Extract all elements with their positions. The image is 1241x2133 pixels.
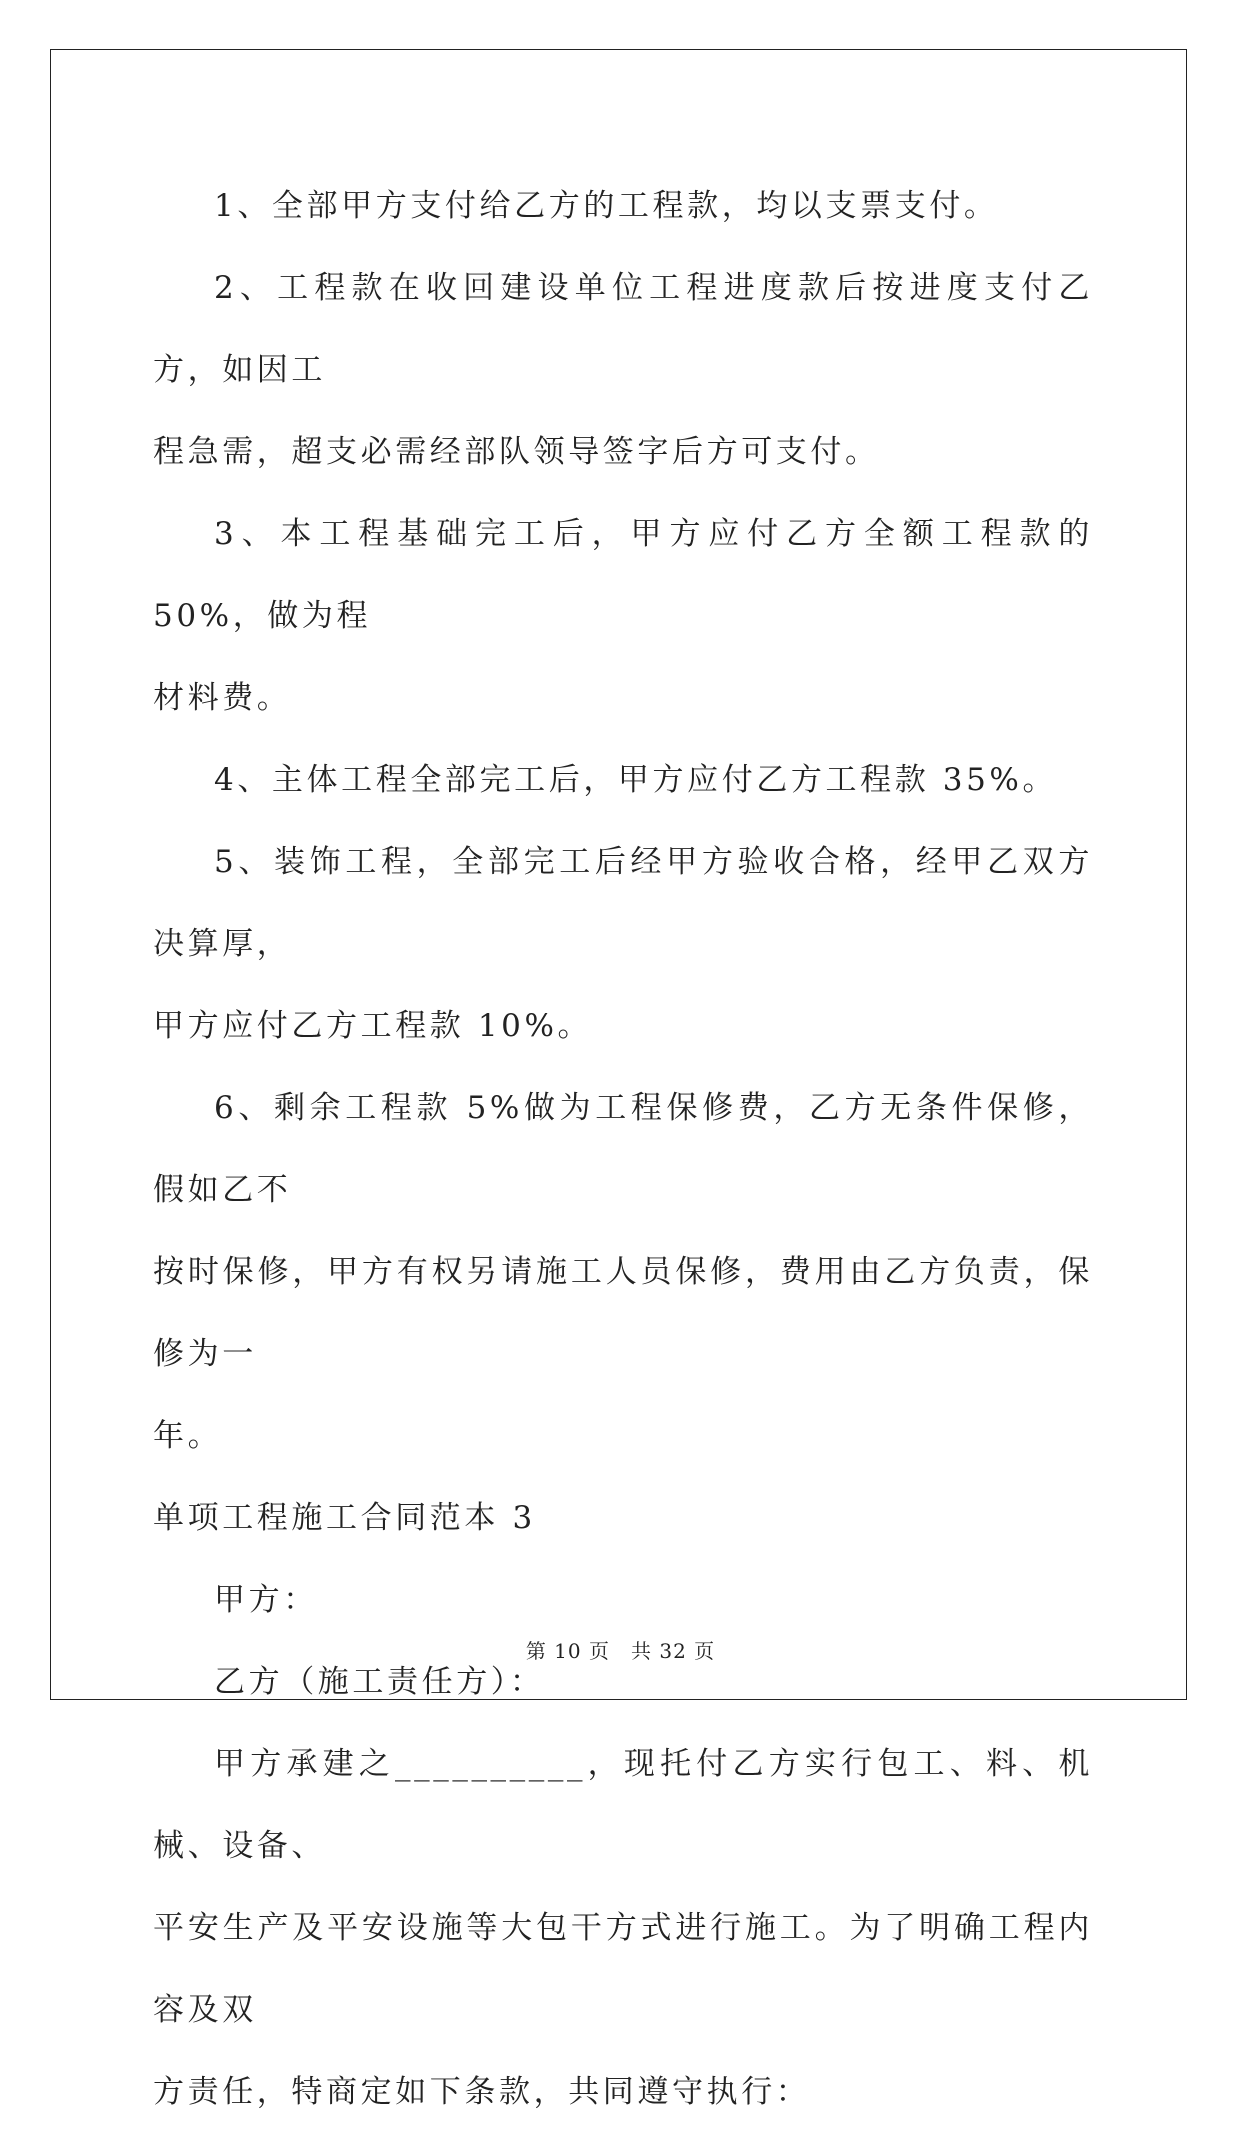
clause-2-line-2: 程急需，超支必需经部队领导签字后方可支付。: [153, 434, 880, 470]
clause-5-line-1: 5、装饰工程，全部完工后经甲方验收合格，经甲乙双方决算厚，: [153, 844, 1093, 962]
clause-6-line-1: 6、剩余工程款 5%做为工程保修费，乙方无条件保修，假如乙不: [153, 1090, 1093, 1208]
clause-1: [153, 165, 1093, 247]
clause-3-line-1: 3、本工程基础完工后，甲方应付乙方全额工程款的 50%，做为程: [153, 516, 1093, 634]
intro-paragraph: [153, 1723, 1093, 2133]
clause-2-line-1: 2、工程款在收回建设单位工程进度款后按进度支付乙方，如因工: [153, 270, 1093, 388]
party-a-text: 甲方：: [214, 1582, 318, 1618]
clause-6-line-2: 按时保修，甲方有权另请施工人员保修，费用由乙方负责，保修为一: [153, 1254, 1093, 1372]
clause-4-line-1: 4、主体工程全部完工后，甲方应付乙方工程款 35%。: [214, 762, 1058, 798]
section-heading: 单项工程施工合同范本 3: [153, 1500, 536, 1536]
clause-3-line-2: 材料费。: [153, 680, 292, 716]
clause-5-line-2: 甲方应付乙方工程款 10%。: [153, 1008, 593, 1044]
party-b-text: 乙方（施工责任方）：: [214, 1664, 545, 1700]
page-number: 第 10 页 共 32 页: [525, 1639, 716, 1663]
clause-6-line-3: 年。: [153, 1418, 223, 1454]
intro-line-1: 甲方承建之__________，现托付乙方实行包工、料、机械、设备、: [153, 1746, 1093, 1864]
clause-5: [153, 821, 1093, 1067]
intro-line-3: 方责任，特商定如下条款，共同遵守执行：: [153, 2074, 811, 2110]
party-a-label: [153, 1559, 1093, 1641]
document-body: [153, 165, 1093, 2133]
clause-2: [153, 247, 1093, 493]
clause-6: [153, 1067, 1093, 1477]
clause-4: [153, 739, 1093, 821]
intro-line-2: 平安生产及平安设施等大包干方式进行施工。为了明确工程内容及双: [153, 1910, 1093, 2028]
clause-3: [153, 493, 1093, 739]
clause-1-line-1: 1、全部甲方支付给乙方的工程款，均以支票支付。: [214, 188, 999, 224]
